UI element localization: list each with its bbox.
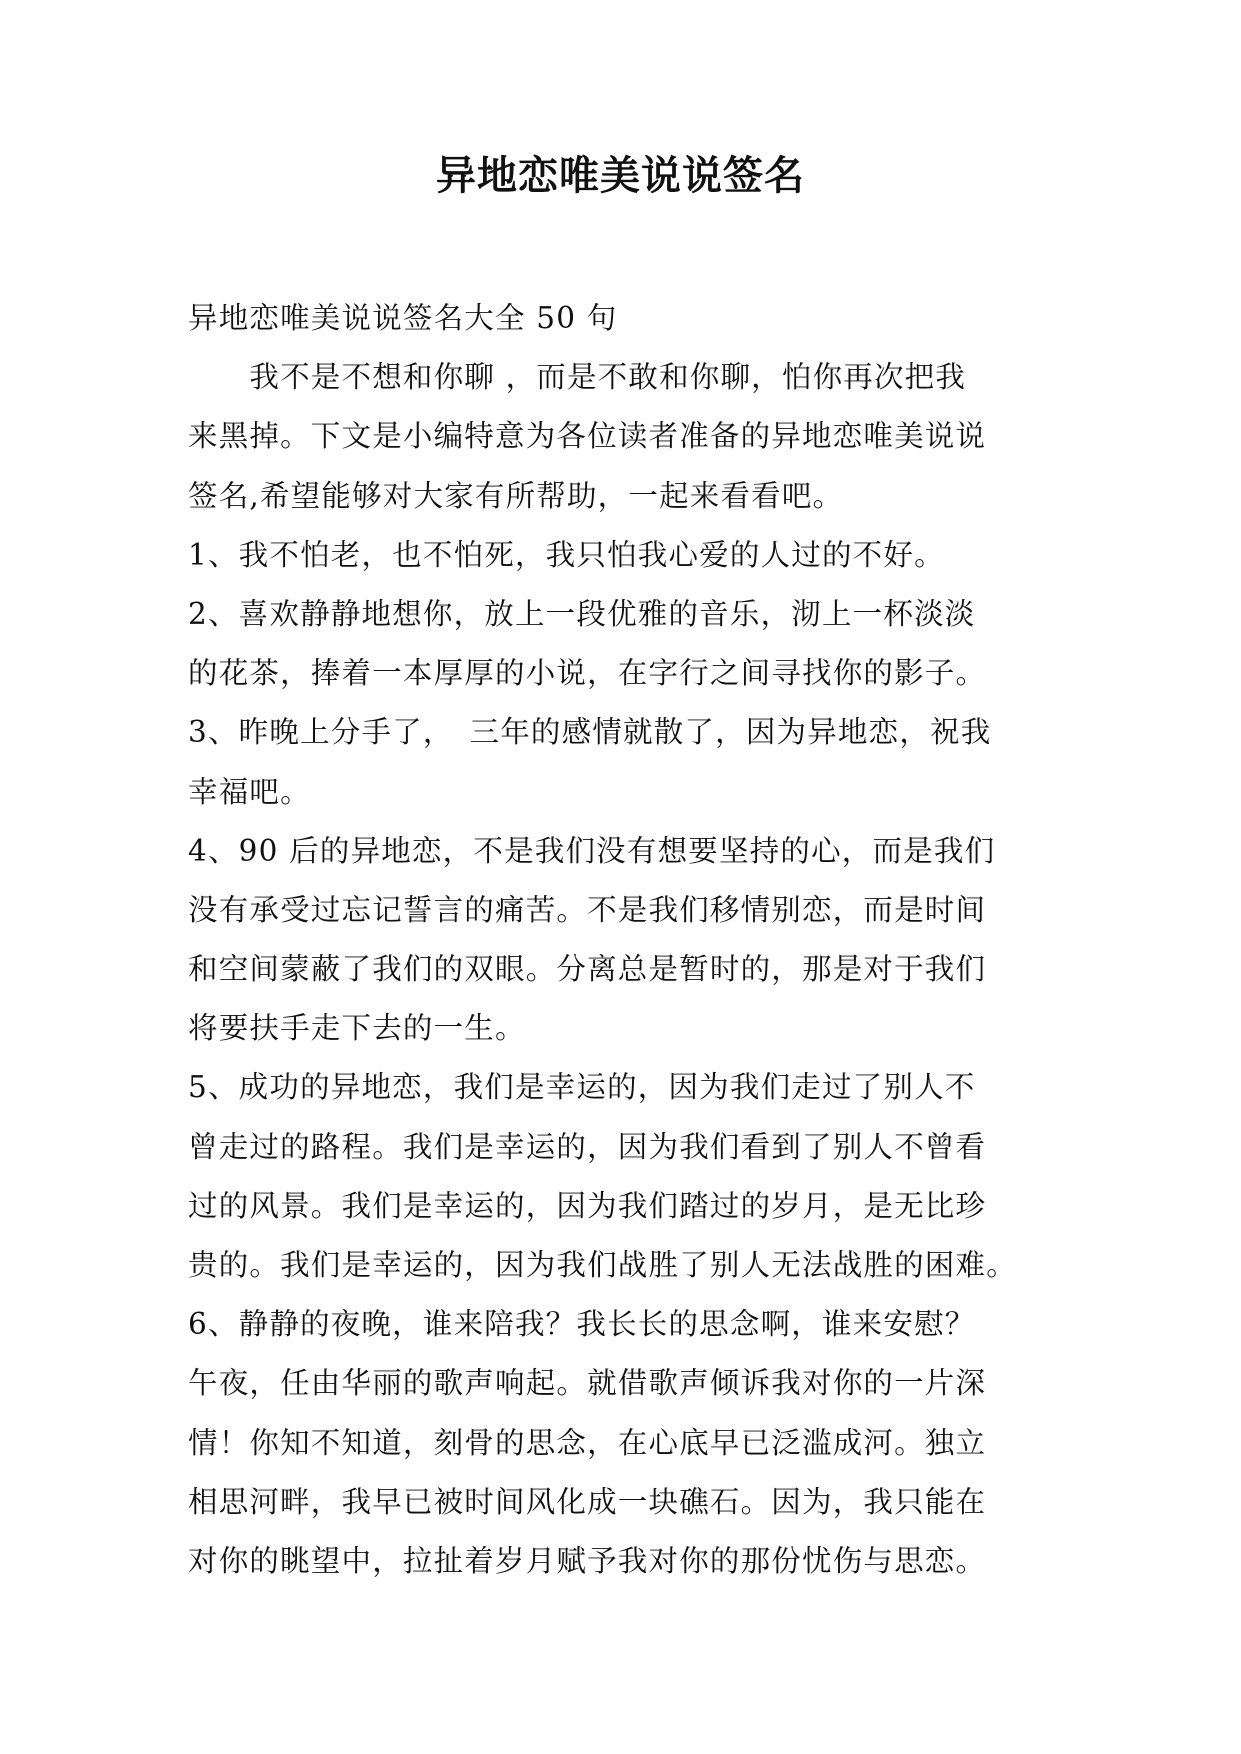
paragraph-line: 签名,希望能够对大家有所帮助，一起来看看吧。 xyxy=(188,478,844,513)
paragraph-line: 来黑掉。下文是小编特意为各位读者准备的异地恋唯美说说 xyxy=(188,419,987,454)
paragraph-line: 幸福吧。 xyxy=(188,774,311,809)
paragraph-line: 4、90 后的异地恋，不是我们没有想要坚持的心，而是我们 xyxy=(188,833,996,868)
document-body xyxy=(188,289,1068,1591)
paragraph-line: 将要扶手走下去的一生。 xyxy=(188,1011,526,1046)
paragraph-line: 我不是不想和你聊 ，而是不敢和你聊，怕你再次把我 xyxy=(188,360,967,395)
paragraph-line: 没有承受过忘记誓言的痛苦。不是我们移情别恋，而是时间 xyxy=(188,892,987,927)
paragraph-line: 1、我不怕老，也不怕死，我只怕我心爱的人过的不好。 xyxy=(188,537,945,572)
paragraph-line: 6、静静的夜晚，谁来陪我？我长长的思念啊，谁来安慰？ xyxy=(188,1307,976,1342)
paragraph-line: 情！你知不知道，刻骨的思念，在心底早已泛滥成河。独立 xyxy=(188,1425,987,1460)
paragraph-line: 的花茶，捧着一本厚厚的小说，在字行之间寻找你的影子。 xyxy=(188,656,987,691)
paragraph-line: 对你的眺望中，拉扯着岁月赋予我对你的那份忧伤与思恋。 xyxy=(188,1543,987,1578)
paragraph-line: 2、喜欢静静地想你，放上一段优雅的音乐，沏上一杯淡淡 xyxy=(188,596,976,631)
paragraph-line: 5、成功的异地恋，我们是幸运的，因为我们走过了别人不 xyxy=(188,1070,976,1105)
paragraph-line: 贵的。我们是幸运的，因为我们战胜了别人无法战胜的困难。 xyxy=(188,1248,1017,1282)
paragraph-line: 3、昨晚上分手了， 三年的感情就散了，因为异地恋，祝我 xyxy=(188,715,992,750)
paragraph-line: 相思河畔，我早已被时间风化成一块礁石。因为，我只能在 xyxy=(188,1484,987,1519)
paragraph-line: 过的风景。我们是幸运的，因为我们踏过的岁月，是无比珍 xyxy=(188,1188,987,1223)
paragraph-line: 和空间蒙蔽了我们的双眼。分离总是暂时的，那是对于我们 xyxy=(188,952,987,987)
document-title: 异地恋唯美说说签名 xyxy=(436,153,805,199)
paragraph-line: 曾走过的路程。我们是幸运的，因为我们看到了别人不曾看 xyxy=(188,1129,987,1164)
paragraph-line: 午夜，任由华丽的歌声响起。就借歌声倾诉我对你的一片深 xyxy=(188,1366,987,1401)
subtitle-line: 异地恋唯美说说签名大全 50 句 xyxy=(188,301,618,335)
